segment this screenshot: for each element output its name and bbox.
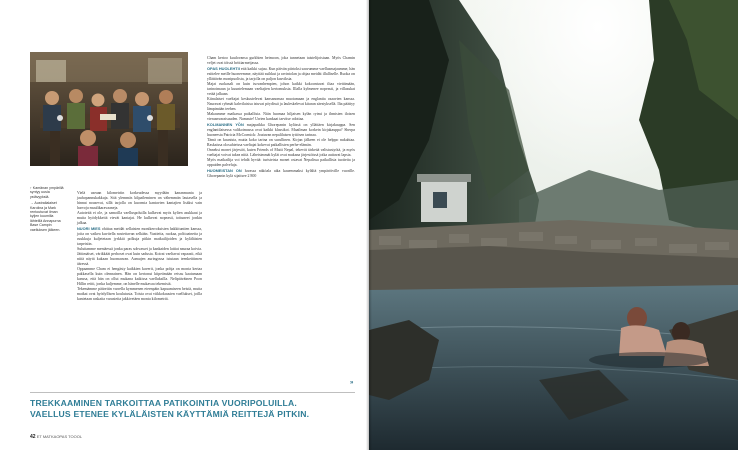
photo-caption	[30, 186, 66, 234]
paragraph: Oppaamme Cham ei hengästy kaikkien kaverit, jonka pohja on monta kertaa pakkasella kuin olennainen. Hän on kertonut kiipeämään reissu kaatamaan kanssa, että hän on ollut mukana kaikissa vaelluksilla. Nelipäiväinen Poon Hillin reitti, jonka kuljemme, on hänelle mukavaa tekemistä.	[77, 267, 202, 286]
body-column-2	[207, 56, 355, 179]
paragraph: Onneksi monet järjestöt, kuten Friends of Maiti Nepal, tekevät tärkeää valistustyötä, ja myös vaeltajat voivat tukea niitä. Läheisimmät kylät ovat mukana järjestöissä jotka auttavat lapsia.	[207, 148, 355, 157]
page-number: 42	[30, 434, 36, 440]
subheading: OPAS HUOLEHTII	[207, 66, 240, 71]
paragraph	[77, 226, 202, 247]
paragraph: Vielä useaan kilometriin korkeudessa myydään kananmunia ja jauhopannukakkuja. Sitä ylemmäs kilpaileminen on vähemmän lautasella ja hinnat nousevat, sillä tarjolla on kuormia kantavien kantajien lisäksi vain harvoja muulikaravaaneja.	[77, 191, 202, 210]
subheading: NUORI MIES	[77, 226, 101, 231]
pullquote-divider	[30, 392, 355, 393]
subheading: KOLMANNEN YÖN	[207, 122, 244, 127]
paragraph: Myös matkailija voi tehdä hyvää: turisteista monet ostavat Nepalissa paikallisia tuotteita ja oppaiden palveluja.	[207, 158, 355, 167]
paragraph-text: majapaikka Ghorepanin kylässä on yllättäen kirjakauppa. Sen englantilaisessa valikoimassa ovat kaikki klassikot. Maailman korkein kirjakauppa? Sherpa huoneesta Patricia McCormick: Joutuvan nepalilaisen tyttösen tarinaa.	[207, 123, 356, 137]
paragraph: Tämä on kaunista, mutta koko tarina on surullinen. Kirjan jälkeen ei ole helppo nukahtaa. Raskaissa olosuhteissa vaeltajat kokevat paikallisten perhe-elämän.	[207, 138, 355, 147]
page-gutter	[366, 0, 372, 450]
hot-spring-photo	[369, 0, 738, 450]
continue-arrow-icon: »	[350, 380, 354, 386]
paragraph	[207, 122, 355, 138]
paragraph: Kiinalaiset vaeltajat keskustelevat kansanomaa muotamaan ja englantia osaavien kanssa. Nauravat ryhmät kahvilaisisa istuvat pöydissä ja lauleskelevat kitaran säestyksellä. Ilta päättyy lämpimään teehen.	[207, 97, 355, 111]
paragraph: Cham kertoo kuulovansa gurkhien heimoon, joka tunnetaan taistelijoistaan. Myös Chamin veljet ovat töissä brittiarmeijassa.	[207, 56, 355, 65]
pull-quote-line-1: TREKKAAMINEN TARKOITTAA PATIKOINTIA VUORIPOLUILLA.	[30, 398, 297, 408]
paragraph: Tekemämme pääreitin varrella kymmenen eteenpäin kapuamiseen heistä, mutta matkat ovat hyödyllisen koulutusta. Toista ovat viikkokausien vaellukset, joilla kantetaan raskaita varusteita jakkivetäen monta kilometriä.	[77, 287, 202, 301]
paragraph-text: ohittaa meidät sellaisten monikerroksisten hakkituntien kanssa, joita on vaikea kuvitella nostettavan selkään. Vaatteita, ruokaa, polttoainetta ja ruukkuja kuljetetaan jyrkkiä polkuja pitkin matkailijoiden ja kyläläisten tarpeisiin.	[77, 227, 202, 246]
group-photo	[30, 52, 188, 166]
page-footer	[30, 434, 82, 440]
subheading: HUOMEISTAN ON	[207, 168, 242, 173]
paragraph: Makaamme matkassa paikallisia. Näin huomaa hiljaisen kylän rytmi ja ihmisten iloisen vieraanvaraisuuden. Namaste! Urrien kankaat tarvitse odottaa.	[207, 112, 355, 121]
caption-line-1: ↑ Kamänan ympärillä syntyy uusia ystävyyksiä.	[30, 186, 64, 199]
pull-quote	[30, 398, 355, 420]
caption-line-2: → Australialaiset Karolina ja Mark rentoutuvat ilman kyljen kuumilla lähteillä Annapurna Base Campin vaelluksen jälkeen.	[30, 201, 61, 232]
paragraph	[207, 66, 355, 82]
paragraph: Suluttamme mentäessä jonka paras sohvasset ja kankaiden lattiat nauraa koivia. Jättimäiset, värikkäät perhoset ovat kuin sadusta. Koirat vaeltavat vapaasti, eikä niitä näytä kukaan huomaavan. Aamujen auringossa istutaan teenkeittimen ääressä.	[77, 247, 202, 266]
magazine-name: ET MATKAOPAS TOOOL	[36, 434, 83, 439]
pull-quote-line-2: VAELLUS ETENEE KYLÄLÄISTEN KÄYTTÄMIÄ REITTEJÄ PITKIN.	[30, 409, 310, 419]
body-column-1	[77, 191, 202, 302]
paragraph: Majat ruokasali on kuin isovanhempien, johon kaikki kokoontuvat iltaa viettämään, tarinoimaan ja kuuntelemaan vaeltajien kertomuksia. Illalla kylmenee nopeasti, ja villasukat vetää jalkaan.	[207, 82, 355, 96]
paragraph	[207, 168, 355, 179]
paragraph-text: luvassa näköala aika kauemmaksi kylältä ympäröiville vuorille. Ghorepanin kylä sijaitsee 2 800	[207, 169, 356, 178]
paragraph: Autoteitä ei ole, ja samoilla vaelluspoluilla kulkevat myös kylien asukkaat ja muita hyödykkeitä vievät kantajat. He kulkevat nopeasti, tottuneet jonkin jalkaa.	[77, 211, 202, 225]
paragraph-text: että kaikki sujuu. Kun päivän piirtoksi saavumme vaellusmajaamme, hän esittelee meille huoneemme, näyttää suihkut ja ravintolan ja ohjaa meidät illalliselle. Ruoka on yllättävän monipuolista, ja tarjolla on paljon kasviksia.	[207, 67, 355, 81]
